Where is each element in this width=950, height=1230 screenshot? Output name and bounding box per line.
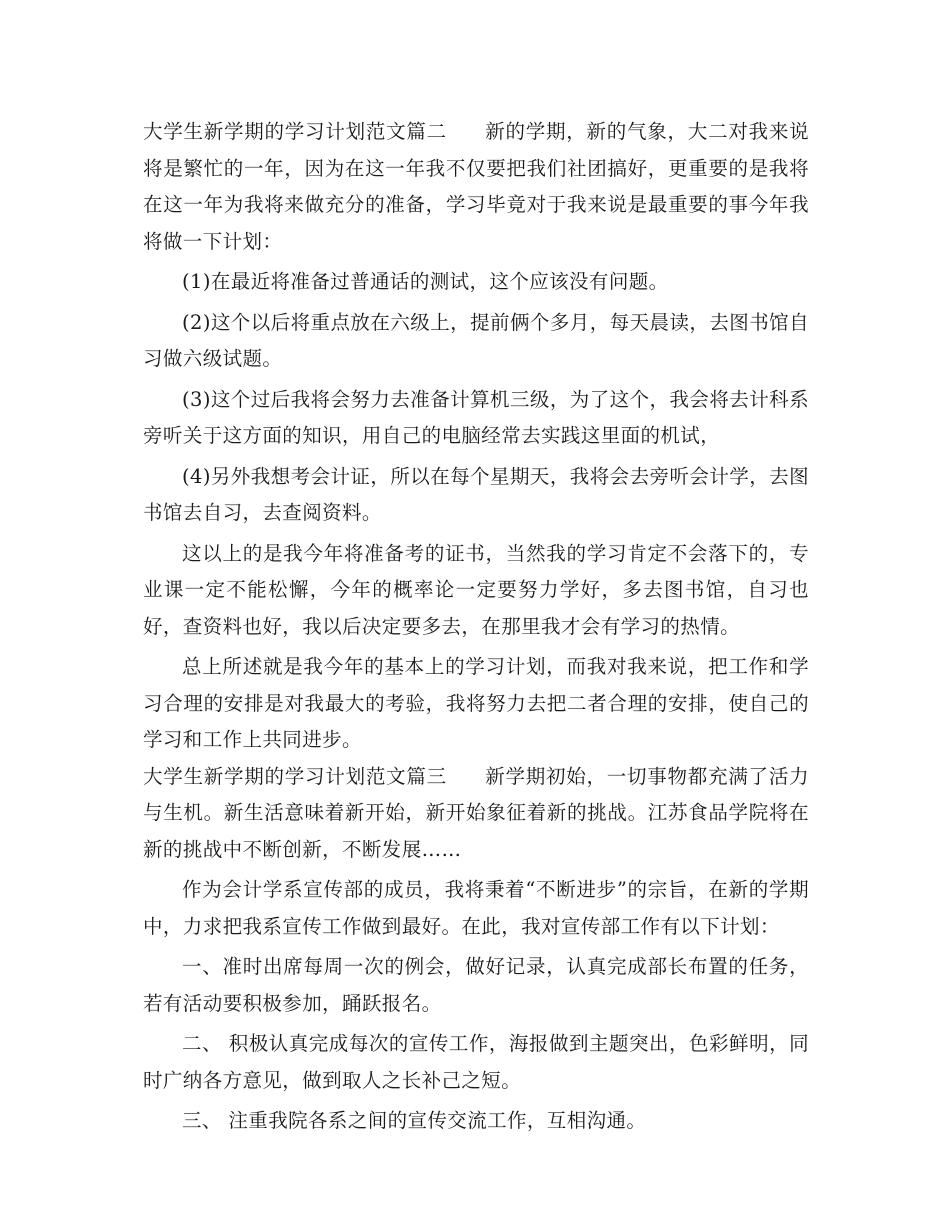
section-3-paragraph-4: 三、 注重我院各系之间的宣传交流工作，互相沟通。 [182,1109,647,1132]
plan-item-2: (2)这个以后将重点放在六级上，提前俩个多月，每天晨读，去图书馆自习做六级试题。 [143,310,809,370]
plan-item-4: (4)另外我想考会计证，所以在每个星期天，我将会去旁听会计学，去图书馆去自习，去查阅资料。 [143,464,809,524]
section-2-intro: 新的学期，新的气象，大二对我来说将是繁忙的一年，因为在这一年我不仅要把我们社团搞好，更重要的是我将在这一年为我将来做充分的准备，学习毕竟对于我来说是最重要的事今年我将做一下计划： [143,120,809,253]
section-3-title: 大学生新学期的学习计划范文篇三 [143,764,447,788]
section-3-paragraph-2: 一、准时出席每周一次的例会，做好记录，认真完成部长布置的任务，若有活动要积极参加，踊跃报名。 [143,955,809,1015]
section-2-title: 大学生新学期的学习计划范文篇二 [143,120,447,143]
plan-item-3: (3)这个过后我将会努力去准备计算机三级，为了这个，我会将去计科系旁听关于这方面的知识，用自己的电脑经常去实践这里面的机试， [143,387,809,447]
plan-item-1: (1)在最近将准备过普通话的测试，这个应该没有问题。 [182,270,669,293]
section-3-opening [143,759,809,869]
section-3-paragraph-1: 作为会计学系宣传部的成员，我将秉着“不断进步”的宗旨，在新的学期中，力求把我系宣传工作做到最好。在此，我对宣传部工作有以下计划： [143,878,809,938]
section-3-intro: 新学期初始，一切事物都充满了活力与生机。新生活意味着新开始，新开始象征着新的挑战。江苏食品学院将在新的挑战中不断创新，不断发展…… [143,764,809,861]
section-2-paragraph-1: 这以上的是我今年将准备考的证书，当然我的学习肯定不会落下的，专业课一定不能松懈，今年的概率论一定要努力学好，多去图书馆，自习也好，查资料也好，我以后决定要多去，在那里我才会有学习的热情。 [143,541,809,638]
section-2-paragraph-2: 总上所述就是我今年的基本上的学习计划，而我对我来说，把工作和学习合理的安排是对我最大的考验，我将努力去把二者合理的安排，使自己的学习和工作上共同进步。 [143,655,809,751]
section-2-opening [143,114,809,260]
section-3-paragraph-3: 二、 积极认真完成每次的宣传工作，海报做到主题突出，色彩鲜明，同时广纳各方意见，做到取人之长补己之短。 [143,1032,809,1092]
document-page [143,114,809,1140]
